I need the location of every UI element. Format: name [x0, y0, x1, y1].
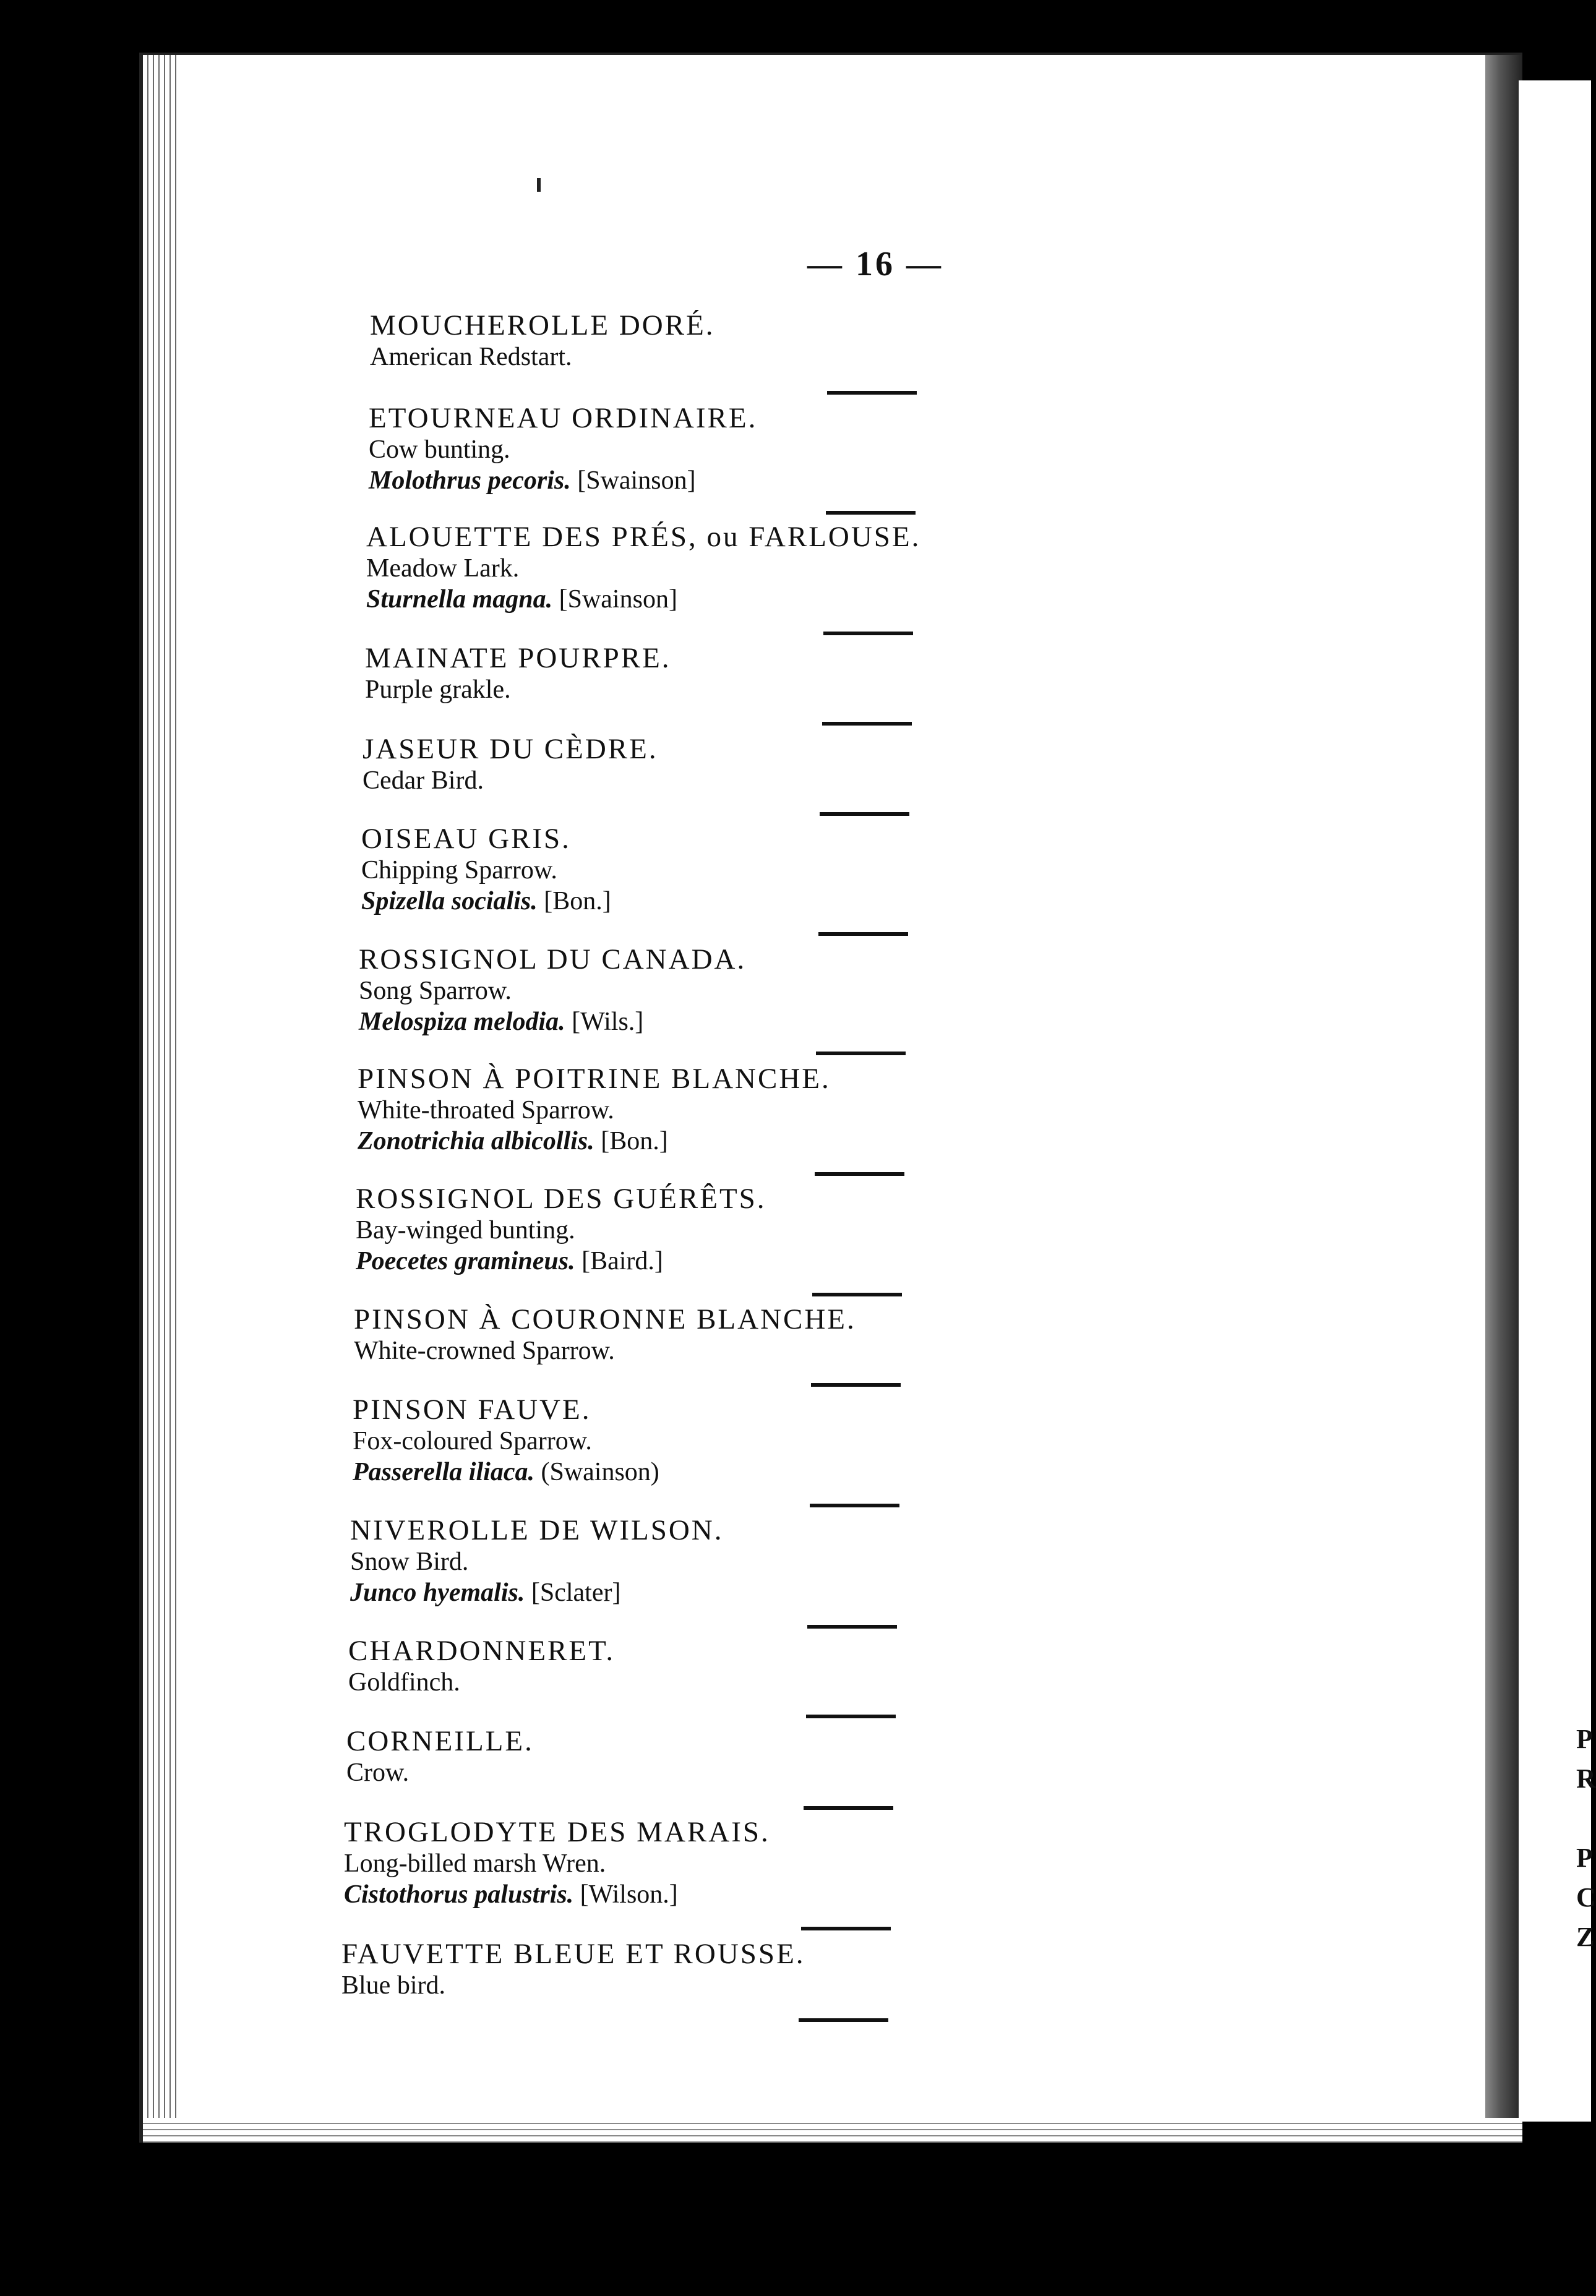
- separator-rule: [826, 511, 916, 515]
- bird-entry: [370, 309, 715, 372]
- separator-rule: [816, 1052, 906, 1055]
- page-edges: [143, 55, 180, 2143]
- latin-name: Poecetes gramineus.: [356, 1247, 575, 1275]
- facing-page-letters: [1576, 1720, 1596, 1957]
- english-name: Long-billed marsh Wren.: [344, 1849, 606, 1878]
- english-name: Meadow Lark.: [366, 554, 520, 583]
- english-name: Bay-winged bunting.: [356, 1216, 575, 1244]
- latin-name-line: [353, 1457, 659, 1488]
- separator-rule: [799, 2018, 888, 2022]
- english-name: Goldfinch.: [348, 1668, 460, 1697]
- bird-entry: [348, 1635, 615, 1698]
- english-name: White-throated Sparrow.: [358, 1096, 614, 1124]
- separator-rule: [811, 1383, 901, 1387]
- french-name: NIVEROLLE DE WILSON.: [350, 1514, 724, 1546]
- separator-rule: [807, 1625, 897, 1629]
- facing-letter: P: [1576, 1843, 1593, 1873]
- separator-rule: [823, 632, 913, 635]
- separator-rule: [810, 1504, 899, 1507]
- authority: [Swainson]: [577, 466, 696, 495]
- latin-name-line: [358, 1126, 831, 1157]
- french-name: PINSON À COURONNE BLANCHE.: [354, 1303, 856, 1335]
- latin-name: Zonotrichia albicollis.: [358, 1127, 594, 1155]
- french-name: ETOURNEAU ORDINAIRE.: [369, 402, 758, 434]
- latin-name-line: [369, 465, 757, 496]
- bird-entry: [353, 1394, 659, 1488]
- bird-entry: [365, 642, 671, 705]
- french-name: OISEAU GRIS.: [361, 823, 571, 855]
- facing-letter: R: [1576, 1763, 1596, 1794]
- english-name: White-crowned Sparrow.: [354, 1337, 615, 1365]
- authority: [Swainson]: [559, 585, 677, 614]
- separator-rule: [812, 1293, 902, 1296]
- french-name: ROSSIGNOL DU CANADA.: [359, 943, 747, 975]
- french-name: PINSON FAUVE.: [353, 1394, 591, 1426]
- authority: [Bon.]: [601, 1127, 668, 1155]
- french-name: FAUVETTE BLEUE ET ROUSSE.: [341, 1938, 805, 1970]
- french-name: JASEUR DU CÈDRE.: [363, 733, 658, 765]
- french-name: MAINATE POURPRE.: [365, 642, 671, 674]
- facing-letter: C: [1576, 1882, 1596, 1913]
- bird-entry: [356, 1183, 766, 1277]
- bird-entry: [341, 1938, 805, 2001]
- french-name: CHARDONNERET.: [348, 1635, 616, 1667]
- latin-name-line: [350, 1577, 723, 1608]
- authority: [Bon.]: [544, 887, 611, 915]
- french-name: ALOUETTE DES PRÉS, ou FARLOUSE.: [366, 521, 921, 553]
- english-name: American Redstart.: [370, 343, 572, 371]
- latin-name-line: [344, 1879, 770, 1910]
- bird-entry: [358, 1063, 831, 1157]
- latin-name-line: [361, 886, 611, 917]
- bird-entry: [369, 402, 757, 496]
- separator-rule: [818, 932, 908, 936]
- bird-entry: [361, 823, 611, 917]
- english-name: Crow.: [346, 1758, 410, 1787]
- latin-name: Cistothorus palustris.: [344, 1880, 574, 1909]
- french-name: ROSSIGNOL DES GUÉRÊTS.: [356, 1183, 766, 1215]
- latin-name: Sturnella magna.: [366, 585, 553, 614]
- latin-name-line: [356, 1246, 766, 1277]
- separator-rule: [806, 1715, 896, 1718]
- facing-letter: Z: [1576, 1922, 1595, 1952]
- latin-name: Molothrus pecoris.: [369, 466, 571, 495]
- stray-ink-mark: [537, 178, 541, 192]
- french-name: CORNEILLE.: [346, 1725, 534, 1757]
- english-name: Purple grakle.: [365, 675, 511, 704]
- bird-entry: [359, 943, 746, 1037]
- bird-entry: [350, 1514, 723, 1608]
- authority: [Wils.]: [572, 1008, 644, 1036]
- english-name: Cedar Bird.: [363, 766, 484, 795]
- separator-rule: [804, 1806, 893, 1810]
- facing-letter: P: [1576, 1724, 1593, 1754]
- english-name: Snow Bird.: [350, 1548, 469, 1576]
- bird-entry: [354, 1303, 856, 1366]
- latin-name-line: [359, 1006, 746, 1037]
- bird-entry: [346, 1725, 534, 1788]
- page-number: — 16 —: [807, 245, 943, 283]
- latin-name: Melospiza melodia.: [359, 1008, 565, 1036]
- french-name: PINSON À POITRINE BLANCHE.: [358, 1063, 831, 1095]
- english-name: Cow bunting.: [369, 435, 510, 464]
- authority: [Sclater]: [531, 1578, 621, 1607]
- french-name: MOUCHEROLLE DORÉ.: [370, 309, 715, 341]
- latin-name: Junco hyemalis.: [350, 1578, 525, 1607]
- english-name: Blue bird.: [341, 1971, 445, 2000]
- english-name: Fox-coloured Sparrow.: [353, 1427, 592, 1455]
- latin-name-line: [366, 584, 920, 615]
- english-name: Song Sparrow.: [359, 977, 512, 1005]
- book-gutter: [1485, 55, 1522, 2143]
- latin-name: Passerella iliaca.: [353, 1458, 534, 1486]
- latin-name: Spizella socialis.: [361, 887, 538, 915]
- bird-entry: [366, 521, 920, 615]
- authority: [Wilson.]: [580, 1880, 678, 1909]
- separator-rule: [822, 722, 912, 726]
- authority: [Baird.]: [581, 1247, 663, 1275]
- bird-entry: [363, 733, 658, 796]
- separator-rule: [801, 1927, 891, 1930]
- french-name: TROGLODYTE DES MARAIS.: [344, 1816, 770, 1848]
- page-edges-bottom: [143, 2118, 1522, 2143]
- authority: (Swainson): [541, 1458, 659, 1486]
- bird-entry: [344, 1816, 770, 1910]
- separator-rule: [820, 812, 909, 816]
- separator-rule: [827, 391, 917, 395]
- english-name: Chipping Sparrow.: [361, 856, 557, 885]
- separator-rule: [815, 1172, 904, 1176]
- facing-letter: [1576, 1799, 1596, 1838]
